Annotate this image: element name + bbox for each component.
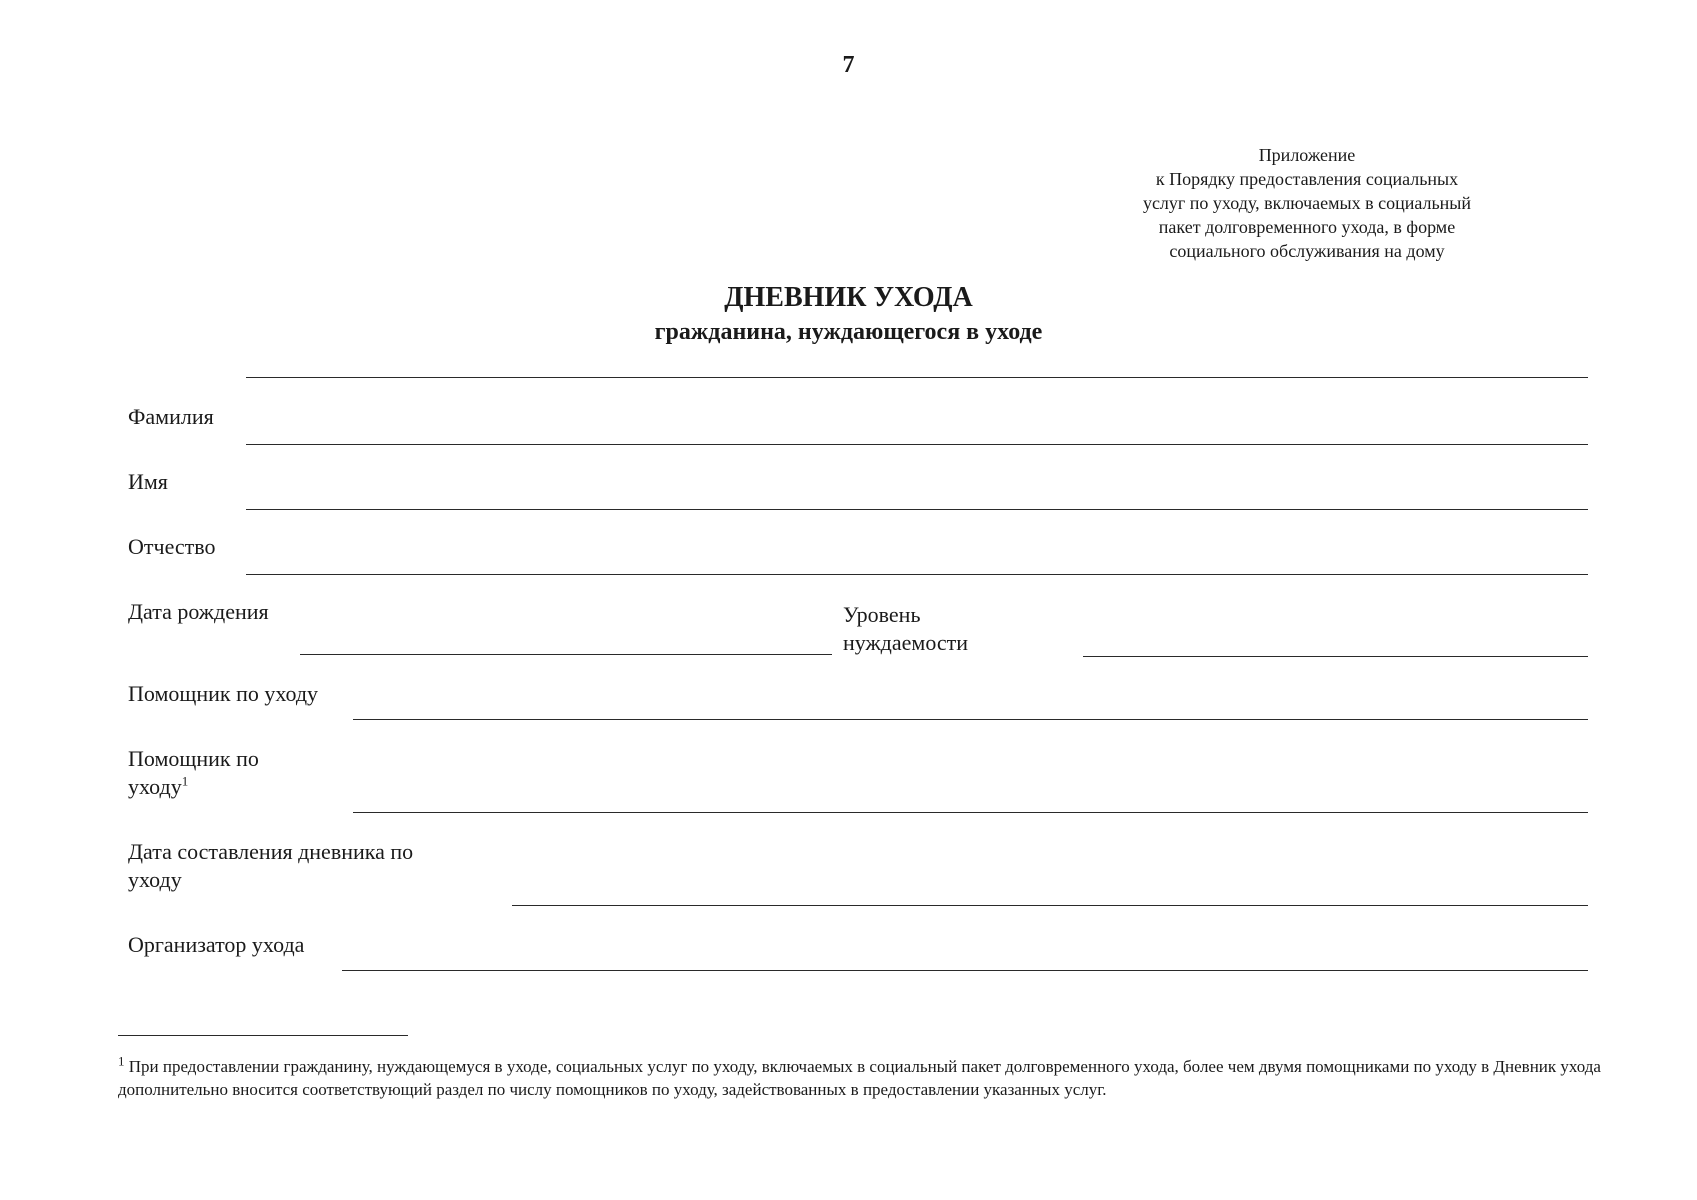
diary-date-field[interactable] (512, 905, 1588, 906)
care-assistant-label: Помощник по уходу (128, 681, 319, 706)
appendix-line: социального обслуживания на дому (1169, 241, 1445, 261)
care-assistant-field[interactable] (353, 719, 1588, 720)
appendix-note (1097, 143, 1517, 263)
birth-date-field[interactable] (300, 654, 832, 655)
care-organizer-label: Организатор ухода (128, 932, 305, 957)
document-subtitle: гражданина, нуждающегося в уходе (654, 319, 1043, 345)
care-organizer-field[interactable] (342, 970, 1588, 971)
name-label: Имя (128, 469, 168, 494)
blank-line-top (246, 377, 1588, 378)
birth-date-label: Дата рождения (128, 599, 269, 624)
care-assistant2-label-line1: Помощник по (128, 746, 259, 771)
need-level-field[interactable] (1083, 656, 1588, 657)
footnote-mark: 1 (118, 1053, 125, 1069)
care-assistant2-label-line2 (128, 773, 188, 801)
care-assistant2-field[interactable] (353, 812, 1588, 813)
appendix-line: к Порядку предоставления социальных (1155, 169, 1459, 189)
need-level-label-line2: нуждаемости (843, 630, 969, 655)
surname-label: Фамилия (128, 404, 214, 429)
appendix-line: услуг по уходу, включаемых в социальный (1142, 193, 1472, 213)
footnote (118, 1055, 1618, 1101)
footnote-reference: 1 (181, 773, 189, 789)
diary-date-label-line1: Дата составления дневника по (128, 839, 414, 864)
footnote-text: При предоставлении гражданину, нуждающемуся в уходе, социальных услуг по уходу, включаемых в социальный пакет долговременного ухода, более чем двумя помощниками по уходу в Дневник ухода дополнительно вносится соответствующий раздел по числу помощников по уходу, задействованных в предоставлении указанных услуг. (118, 1057, 1601, 1099)
document-title: ДНЕВНИК УХОДА (724, 282, 973, 313)
care-assistant2-label-text: уходу (128, 774, 182, 799)
name-field[interactable] (246, 509, 1588, 510)
page-number: 7 (842, 52, 855, 78)
diary-date-label-line2: уходу (128, 867, 182, 892)
footnote-separator (118, 1035, 408, 1036)
patronymic-field[interactable] (246, 574, 1588, 575)
appendix-line: Приложение (1258, 145, 1356, 165)
appendix-line: пакет долговременного ухода, в форме (1158, 217, 1456, 237)
surname-field[interactable] (246, 444, 1588, 445)
need-level-label-line1: Уровень (843, 602, 921, 627)
patronymic-label: Отчество (128, 534, 216, 559)
